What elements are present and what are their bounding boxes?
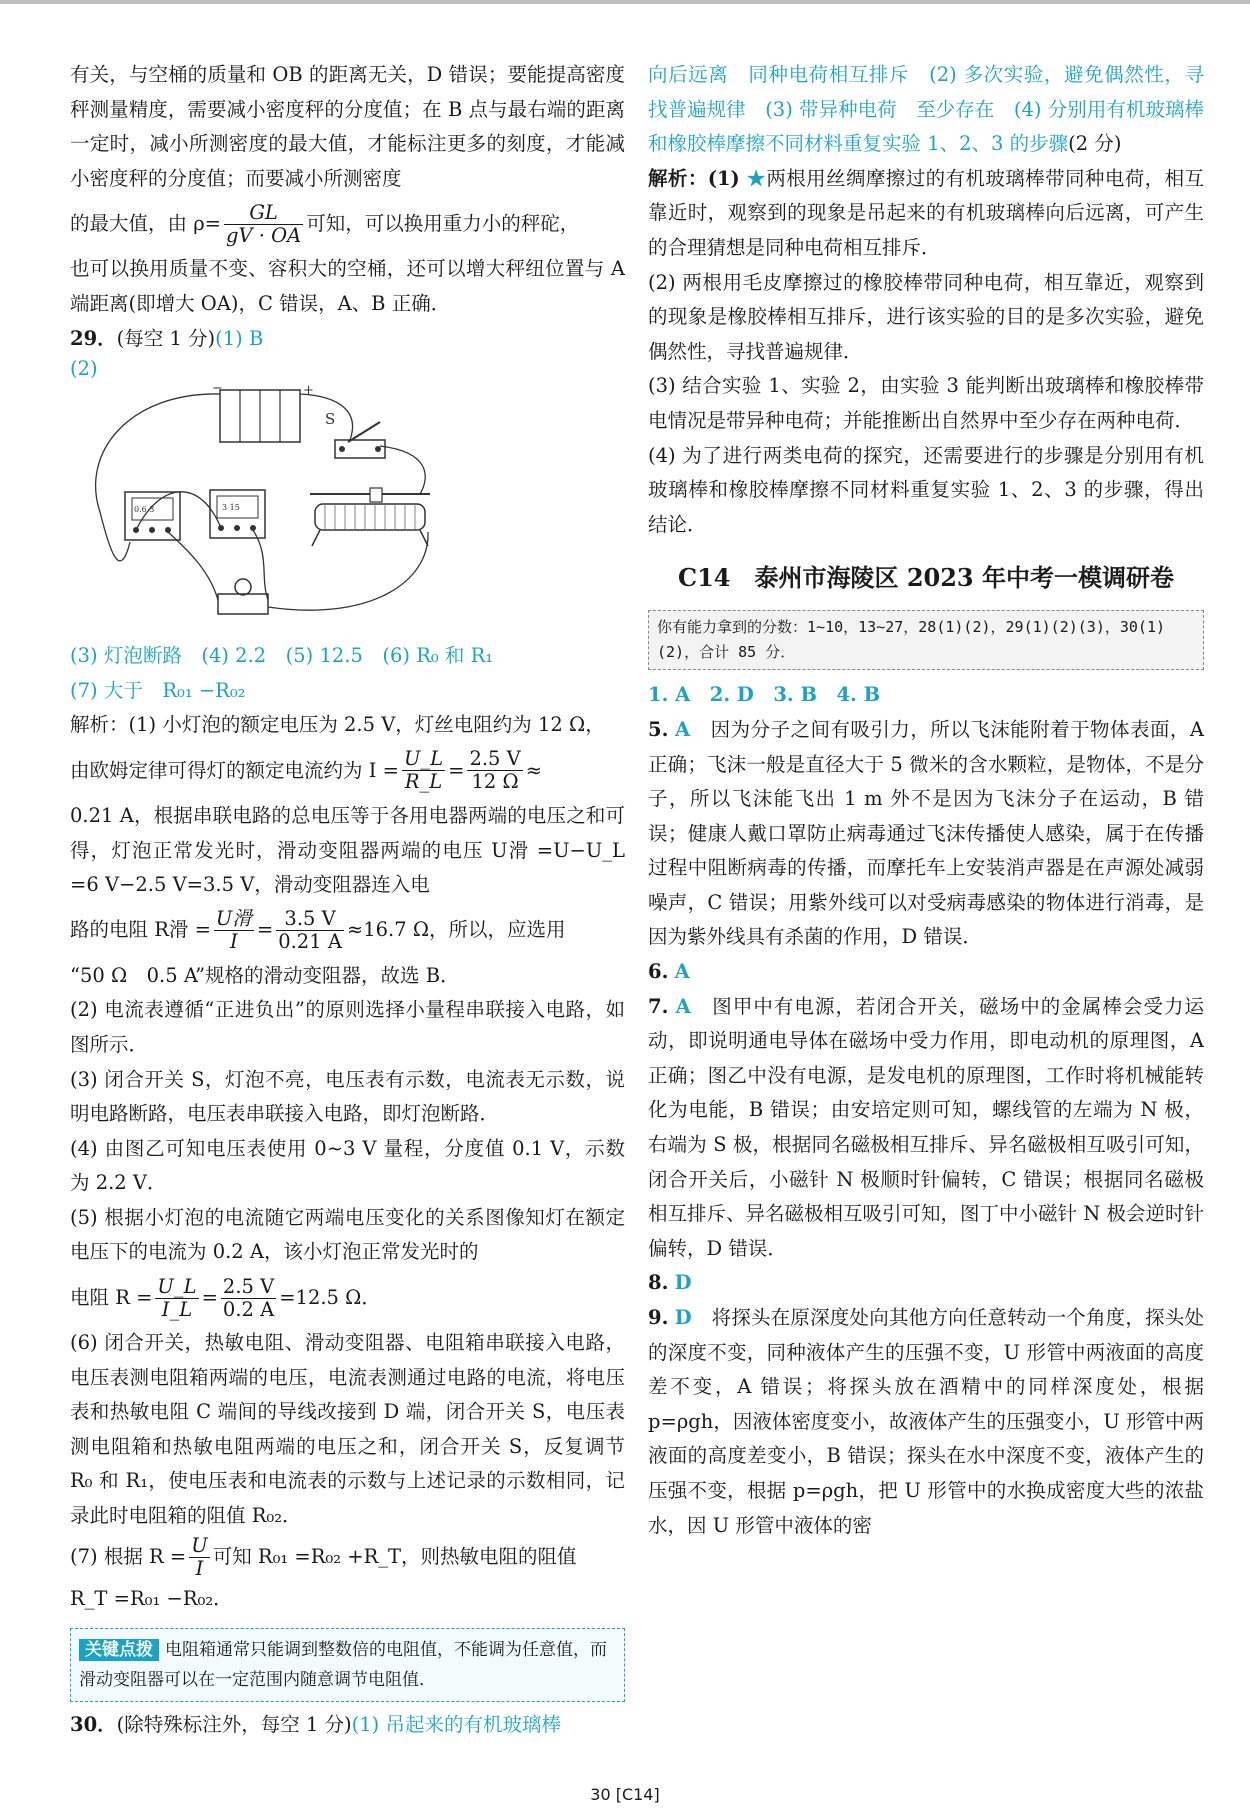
answer-continued xyxy=(648,58,1204,162)
answer: (1) B xyxy=(215,326,264,350)
denominator: gV · OA xyxy=(226,223,302,247)
wire xyxy=(268,532,428,610)
paragraph: (3) 闭合开关 S，灯泡不亮，电压表有示数，电流表无示数，说明电路断路，电压表串联接入电路，即灯泡断路． xyxy=(70,1067,625,1126)
score-note: (2 分) xyxy=(1068,132,1122,156)
denominator: 0.2 A xyxy=(222,1297,275,1321)
answer: (1) 吊起来的有机玻璃棒 xyxy=(351,1713,561,1737)
answer: (3) 灯泡断路 (4) 2.2 (5) 12.5 (6) R₀ 和 R₁ xyxy=(70,644,494,668)
text: 路的电阻 R滑 = xyxy=(70,918,211,942)
question-number: 7. xyxy=(648,994,669,1018)
paragraph: (5) 根据小灯泡的电流随它两端电压变化的关系图像知灯在额定电压下的电流为 0.2 A，该小灯泡正常发光时的 xyxy=(70,1205,625,1264)
answer: D xyxy=(674,1271,692,1295)
numerator: 2.5 V xyxy=(469,747,521,771)
ammeter-scale: 0.6 3 xyxy=(134,505,155,515)
key-tip-tag: 关键点拨 xyxy=(79,1639,159,1661)
battery-minus-label: − xyxy=(212,382,223,397)
numerator: GL xyxy=(224,202,303,225)
question-number: 29． xyxy=(70,326,117,350)
paragraph: (3) 结合实验 1、实验 2，由实验 3 能判断出玻璃棒和橡胶棒带电情况是带异种电荷；并能推断出自然界中至少存在两种电荷． xyxy=(648,374,1204,432)
fraction xyxy=(214,908,254,953)
text: 电阻 R = xyxy=(70,1285,153,1309)
question-8 xyxy=(648,1266,1204,1301)
fraction xyxy=(402,748,445,793)
paragraph: 解析：(1) 小灯泡的额定电压为 2.5 V，灯丝电阻约为 12 Ω， xyxy=(70,713,605,737)
wire xyxy=(96,394,220,561)
answers-1-4: 1. A 2. D 3. B 4. B xyxy=(648,683,881,707)
paragraph: (2) 电流表遵循“正进负出”的原则选择小量程串联接入电路，如图所示． xyxy=(70,998,625,1056)
answer: D xyxy=(674,1306,692,1329)
paragraph: (6) 闭合开关，热敏电阻、滑动变阻器、电阻箱串联接入电路，电压表测电阻箱两端的电压，电流表测通过电路的电流，将电压表和热敏电阻 C 端间的导线改接到 D 端，闭合开关 S，电压表测电阻箱和热敏电阻两端的电压之和，闭合开关 S，反复调节 R₀ 和 R₁，使电压表和电流表的示数与上述记录的示数相同，记录此时电阻箱的阻值 R₀₂． xyxy=(70,1331,625,1528)
fraction xyxy=(276,908,344,953)
top-border xyxy=(0,0,1250,4)
question-7 xyxy=(648,990,1204,1267)
paragraph: 有关，与空桶的质量和 OB 的距离无关，D 错误；要能提高密度秤测量精度，需要减小密度秤的分度值；在 B 点与最右端的距离一定时，减小所测密度的最大值，才能标注更多的刻度，才能减小密度秤的分度值；而要减小所测密度 xyxy=(70,63,625,190)
lamp-icon xyxy=(218,579,268,614)
fraction xyxy=(189,1535,209,1580)
paragraph xyxy=(648,162,1204,266)
text: 两根用丝绸摩擦过的有机玻璃棒带同种电荷，相互靠近时，观察到的现象是吊起来的有机玻璃棒向后远离，可产生的合理猜想是同种电荷相互排斥． xyxy=(648,166,1204,259)
paragraph: (4) 由图乙可知电压表使用 0∼3 V 量程，分度值 0.1 V，示数为 2.2 V． xyxy=(70,1136,625,1195)
battery-plus-label: + xyxy=(303,383,314,399)
question-29-header xyxy=(70,322,625,357)
voltmeter-icon xyxy=(210,490,265,538)
question-5 xyxy=(648,713,1204,955)
formula-line xyxy=(70,196,625,252)
voltmeter-scale: 3 15 xyxy=(222,503,240,513)
denominator: R_L xyxy=(404,770,443,794)
paragraph: 也可以换用质量不变、容积大的空桶，还可以增大秤纽位置与 A 端距离(即增大 OA)，C 错误，A、B 正确． xyxy=(70,257,625,315)
page-number: 30 [C14] xyxy=(590,1785,660,1804)
paragraph: “50 Ω 0.5 A”规格的滑动变阻器，故选 B． xyxy=(70,963,460,987)
wire xyxy=(168,532,218,600)
question-9 xyxy=(648,1301,1204,1543)
answer: A xyxy=(675,717,691,741)
question-number: 6. xyxy=(648,960,669,984)
numerator: 2.5 V xyxy=(222,1274,275,1298)
answer: (7) 大于 R₀₁ −R₀₂ xyxy=(70,678,246,702)
text: ≈ xyxy=(525,758,543,782)
left-column xyxy=(70,58,625,1743)
text: 将探头在原深度处向其他方向任意转动一个角度，探头处的深度不变，同种液体产生的压强不变，U 形管中两液面的高度差不变，A 错误；将探头放在酒精中的同样深度处，根据 p=ρgh，因液体密度变小，故液体产生的压强变小，U 形管中两液面的高度差变小，B 错误；探头在水中深度不变，液体产生的压强不变，根据 p=ρgh，把 U 形管中的水换成密度大些的浓盐水，因 U 形管中液体的密 xyxy=(648,1306,1204,1537)
battery-icon xyxy=(212,382,314,442)
denominator: 0.21 A xyxy=(278,930,342,954)
key-tip-text: 电阻箱通常只能调到整数倍的电阻值，不能调为任意值，而滑动变阻器可以在一定范围内随意调节电阻值． xyxy=(79,1640,607,1691)
text: =12.5 Ω． xyxy=(279,1285,381,1309)
text: 可知 R₀₁ =R₀₂ +R_T，则热敏电阻的阻值 xyxy=(212,1545,577,1569)
text: 由欧姆定律可得灯的额定电流约为 I = xyxy=(70,758,399,782)
paragraph: 0.21 A，根据串联电路的总电压等于各用电器两端的电压之和可得，灯泡正常发光时，滑动变阻器两端的电压 U滑 =U−U_L =6 V−2.5 V=3.5 V，滑动变阻器连入电 xyxy=(70,803,625,897)
section-title: C14 泰州市海陵区 2023 年中考一模调研卷 xyxy=(677,563,1174,593)
paragraph: (4) 为了进行两类电荷的探究，还需要进行的步骤是分别用有机玻璃棒和橡胶棒摩擦不同材料重复实验 1、2、3 的步骤，得出结论． xyxy=(648,443,1204,536)
wire xyxy=(380,446,425,494)
denominator: I xyxy=(230,930,238,954)
text: ≈16.7 Ω，所以，应选用 xyxy=(346,918,566,942)
answer-text: 向后远离 同种电荷相互排斥 (2) 多次实验，避免偶然性，寻找普遍规律 (3) 带异种电荷 至少存在 (4) 分别用有机玻璃棒和橡胶棒摩擦不同材料重复实验 1、2、3 的步骤 xyxy=(648,63,1204,156)
denominator: I xyxy=(195,1557,204,1581)
question-number: 9. xyxy=(648,1306,669,1329)
text: 可知，可以换用重力小的秤砣， xyxy=(306,212,580,236)
circuit-diagram xyxy=(70,382,625,637)
text: = xyxy=(448,758,465,782)
answer: A xyxy=(674,960,690,984)
fraction xyxy=(221,1276,276,1321)
fraction xyxy=(224,202,303,247)
rheostat-icon xyxy=(310,488,430,546)
denominator: I_L xyxy=(161,1297,193,1321)
question-number: 30． xyxy=(70,1713,117,1737)
text: 图甲中有电源，若闭合开关，磁场中的金属棒会受力运动，即说明通电导体在磁场中受力作用，即电动机的原理图，A 正确；图乙中没有电源，是发电机的原理图，工作时将机械能转化为电能，B 错误；由安培定则可知，螺线管的左端为 N 极，右端为 S 极，根据同名磁极相互排斥、异名磁极相互吸引可知，闭合开关后，小磁针 N 极顺时针偏转，C 错误；根据同名磁极相互排斥、异名磁极相互吸引可知，图丁中小磁针 N 极会逆时针偏转，D 错误． xyxy=(648,994,1204,1260)
ammeter-icon xyxy=(125,492,180,540)
text: 因为分子之间有吸引力，所以飞沫能附着于物体表面，A 正确；飞沫一般是直径大于 5 微米的含水颗粒，是物体，不是分子，所以飞沫能飞出 1 m 外不是因为飞沫分子在运动，B 错误；健康人戴口罩防止病毒通过飞沫传播使人感染，属于在传播过程中阻断病毒的传播，而摩托车上安装消声器是在声源处减弱噪声，C 错误；用紫外线可以对受病毒感染的物体进行消毒，是因为紫外线具有杀菌的作用，D 错误． xyxy=(648,717,1204,949)
question-number: 8. xyxy=(648,1271,669,1295)
formula-line: 路的电阻 R滑 = $\frac{\text{U滑}}{I}$ = $\frac{3.5 V}{0.21 A}$ ≈16.7 Ω，所以，应选用 xyxy=(70,907,566,954)
text: 的最大值，由 ρ= xyxy=(70,212,222,236)
formula-line: 电阻 R = $\frac{U\_L}{I\_L}$ = $\frac{2.5 V}{0.2 A}$ =12.5 Ω． xyxy=(70,1274,381,1321)
score-note: (除特殊标注外，每空 1 分) xyxy=(116,1713,352,1737)
numerator: U_L xyxy=(157,1274,197,1298)
star-icon: ★ xyxy=(746,166,767,190)
answer: A xyxy=(675,994,691,1018)
fraction xyxy=(155,1276,198,1321)
numerator: U_L xyxy=(403,747,444,771)
question-30-header xyxy=(70,1708,625,1743)
switch-icon xyxy=(325,410,385,458)
paragraph: R_T =R₀₁ −R₀₂． xyxy=(70,1586,233,1610)
analysis-label: 解析：(1) xyxy=(648,166,740,190)
paragraph: (2) 两根用毛皮摩擦过的橡胶棒带同种电荷，相互靠近，观察到的现象是橡胶棒相互排斥，进行该实验的目的是多次实验，避免偶然性，寻找普遍规律． xyxy=(648,270,1204,363)
formula-line xyxy=(70,1534,625,1582)
text: (7) 根据 R = xyxy=(70,1545,187,1569)
wire xyxy=(253,530,268,600)
switch-label: S xyxy=(325,410,336,429)
question-6 xyxy=(648,955,1204,990)
formula-line xyxy=(70,743,625,799)
score-box: 你有能力拿到的分数：1∼10，13∼27，28(1)(2)，29(1)(2)(3)，30(1)(2)，合计 85 分． xyxy=(648,610,1204,670)
numerator: U滑 xyxy=(215,907,252,931)
score-note: (每空 1 分) xyxy=(116,326,216,350)
numerator: U xyxy=(191,1534,208,1558)
question-number: 5. xyxy=(648,717,669,741)
denominator: 12 Ω xyxy=(471,770,519,794)
answer: (2) xyxy=(70,357,98,381)
key-tip-box xyxy=(70,1628,625,1702)
numerator: 3.5 V xyxy=(276,908,344,931)
right-column xyxy=(648,58,1204,1543)
fraction xyxy=(467,748,522,793)
